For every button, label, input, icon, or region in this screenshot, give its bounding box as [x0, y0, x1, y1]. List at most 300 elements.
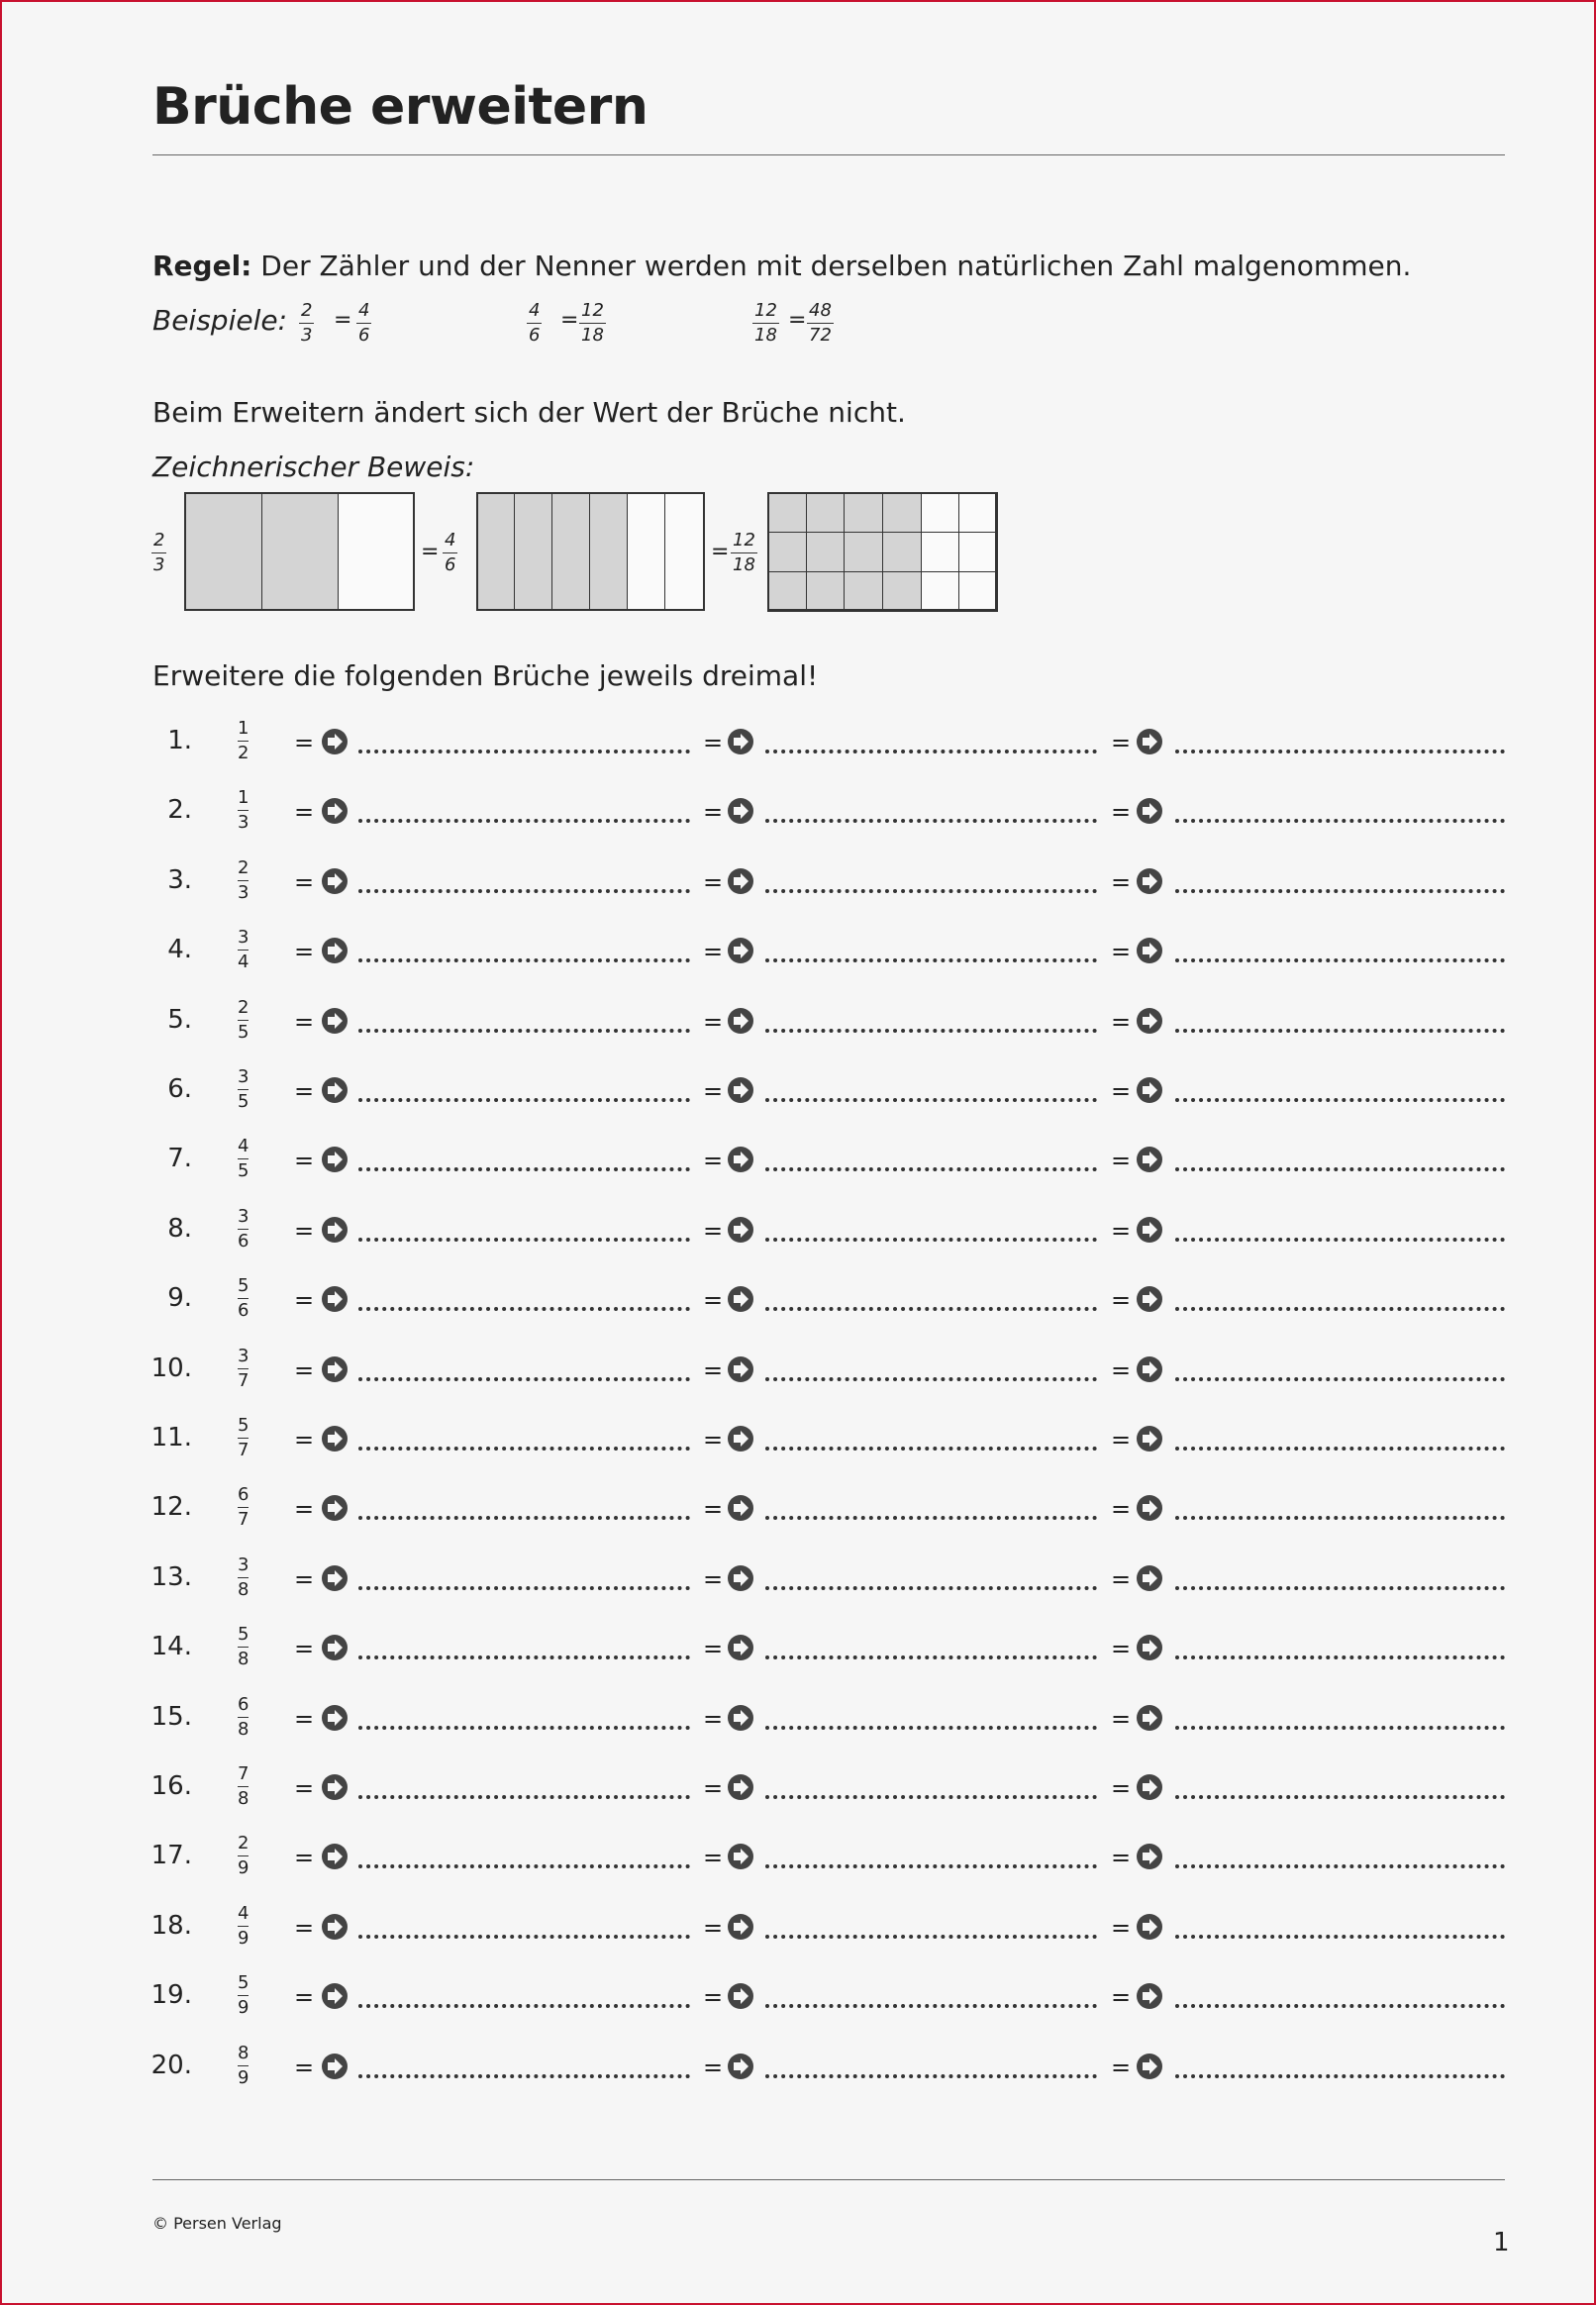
- exercise-number: 6.: [167, 1074, 192, 1104]
- exercise-fraction: [238, 789, 249, 832]
- equals-sign: =: [294, 1774, 315, 1802]
- answer-blank-3[interactable]: [1175, 819, 1505, 823]
- numerator: 5: [238, 1415, 249, 1436]
- example-3-from: [752, 302, 779, 345]
- example-1-equals: =: [334, 308, 352, 333]
- answer-blank-2[interactable]: [765, 1586, 1097, 1590]
- answer-blank-1[interactable]: [358, 1098, 690, 1102]
- exercise-fraction: [238, 1486, 249, 1529]
- example-3-to: [807, 302, 834, 345]
- example-2-to: [579, 302, 606, 345]
- answer-blank-2[interactable]: [765, 1795, 1097, 1799]
- arrow-right-circle-icon: [1136, 867, 1163, 895]
- equals-sign: =: [294, 1913, 315, 1942]
- exercise-fraction: [238, 720, 249, 762]
- equals-sign: =: [1111, 1077, 1132, 1105]
- answer-blank-3[interactable]: [1175, 1238, 1505, 1242]
- arrow-right-circle-icon: [321, 1216, 349, 1244]
- equals-sign: =: [1111, 1983, 1132, 2012]
- denominator: 72: [809, 325, 832, 346]
- arrow-right-circle-icon: [727, 1913, 754, 1941]
- equals-sign: =: [1111, 1844, 1132, 1872]
- arrow-right-circle-icon: [727, 1076, 754, 1104]
- equals-sign: =: [703, 1774, 724, 1802]
- denominator: 8: [238, 1649, 249, 1670]
- arrow-right-circle-icon: [321, 1425, 349, 1453]
- numerator: 2: [238, 1833, 249, 1854]
- denominator: 18: [581, 325, 604, 346]
- numerator: 4: [529, 300, 541, 321]
- exercise-fraction: [238, 929, 249, 971]
- answer-blank-1[interactable]: [358, 2004, 690, 2008]
- arrow-right-circle-icon: [727, 1773, 754, 1801]
- equals-sign: =: [1111, 1286, 1132, 1315]
- exercise-number: 13.: [150, 1561, 192, 1592]
- numerator: 12: [754, 300, 777, 321]
- exercise-fraction: [238, 1835, 249, 1877]
- exercise-row: [0, 1974, 1596, 2022]
- answer-blank-1[interactable]: [358, 1655, 690, 1659]
- answer-blank-1[interactable]: [358, 1935, 690, 1939]
- answer-blank-1[interactable]: [358, 2074, 690, 2078]
- arrow-right-circle-icon: [1136, 1634, 1163, 1661]
- answer-blank-1[interactable]: [358, 1726, 690, 1730]
- equals-sign: =: [703, 1495, 724, 1524]
- denominator: 6: [238, 1230, 249, 1252]
- exercise-fraction: [238, 1626, 249, 1668]
- exercise-fraction: [238, 1553, 249, 1600]
- answer-blank-3[interactable]: [1175, 1167, 1505, 1171]
- arrow-right-circle-icon: [1136, 1076, 1163, 1104]
- arrow-right-circle-icon: [321, 1913, 349, 1941]
- denominator: 3: [301, 325, 313, 346]
- thirds-outline: [184, 492, 415, 611]
- arrow-right-circle-icon: [321, 1007, 349, 1035]
- denominator: 3: [238, 812, 249, 834]
- exercise-number: 14.: [150, 1632, 192, 1662]
- exercise-number: 17.: [150, 1841, 192, 1871]
- equals-sign: =: [294, 1216, 315, 1245]
- proof-fraction-3: [731, 532, 757, 574]
- equals-sign: =: [1111, 729, 1132, 756]
- arrow-right-circle-icon: [321, 1355, 349, 1383]
- arrow-right-circle-icon: [727, 1146, 754, 1173]
- equals-sign: =: [703, 1983, 724, 2012]
- arrow-right-circle-icon: [727, 728, 754, 755]
- exercise-row: [0, 996, 1596, 1047]
- arrow-right-circle-icon: [1136, 1355, 1163, 1383]
- exercise-number: 11.: [150, 1423, 192, 1453]
- arrow-right-circle-icon: [321, 1076, 349, 1104]
- exercise-fraction: [238, 1345, 249, 1391]
- answer-blank-2[interactable]: [765, 1377, 1097, 1381]
- exercise-row: [0, 1835, 1596, 1882]
- denominator: 7: [238, 1440, 249, 1460]
- arrow-right-circle-icon: [1136, 728, 1163, 755]
- equals-sign: =: [703, 729, 724, 756]
- answer-blank-2[interactable]: [765, 1935, 1097, 1939]
- answer-blank-2[interactable]: [765, 1098, 1097, 1102]
- answer-blank-2[interactable]: [765, 1516, 1097, 1520]
- numerator: 2: [238, 856, 249, 878]
- equals-sign: =: [1111, 798, 1132, 827]
- answer-blank-2[interactable]: [765, 2004, 1097, 2008]
- arrow-right-circle-icon: [727, 1425, 754, 1453]
- statement-text: Beim Erweitern ändert sich der Wert der Brüche nicht.: [152, 396, 906, 429]
- answer-blank-1[interactable]: [358, 1238, 690, 1242]
- page-title: Brüche erweitern: [152, 77, 648, 137]
- denominator: 5: [238, 1160, 249, 1182]
- numerator: 3: [238, 1553, 249, 1575]
- equals-sign: =: [294, 867, 315, 896]
- answer-blank-3[interactable]: [1175, 1029, 1505, 1033]
- exercise-row: [0, 1693, 1596, 1744]
- exercise-row: [0, 1553, 1596, 1604]
- denominator: 8: [238, 1578, 249, 1600]
- exercise-row: [0, 1626, 1596, 1673]
- exercise-number: 8.: [167, 1213, 192, 1244]
- exercise-fraction: [238, 1417, 249, 1459]
- exercise-number: 12.: [150, 1492, 192, 1523]
- denominator: 8: [238, 1788, 249, 1809]
- numerator: 1: [238, 718, 249, 739]
- answer-blank-3[interactable]: [1175, 958, 1505, 962]
- exercise-row: [0, 929, 1596, 976]
- arrow-right-circle-icon: [727, 937, 754, 964]
- answer-blank-2[interactable]: [765, 1238, 1097, 1242]
- numerator: 3: [238, 1066, 249, 1087]
- equals-sign: =: [703, 1704, 724, 1733]
- equals-sign: =: [294, 938, 315, 966]
- numerator: 1: [238, 787, 249, 809]
- copyright-text: © Persen Verlag: [152, 2214, 282, 2233]
- equals-sign: =: [1111, 1774, 1132, 1802]
- numerator: 8: [238, 2042, 249, 2063]
- denominator: 6: [529, 325, 541, 346]
- arrow-right-circle-icon: [727, 1843, 754, 1870]
- numerator: 5: [238, 1624, 249, 1646]
- answer-blank-1[interactable]: [358, 958, 690, 962]
- exercise-fraction: [238, 1693, 249, 1740]
- arrow-right-circle-icon: [1136, 1843, 1163, 1870]
- exercise-number: 16.: [150, 1771, 192, 1801]
- exercise-row: [0, 1765, 1596, 1813]
- exercise-number: 19.: [150, 1980, 192, 2011]
- equals-sign: =: [703, 2053, 724, 2081]
- answer-blank-2[interactable]: [765, 1307, 1097, 1311]
- arrow-right-circle-icon: [727, 1564, 754, 1592]
- answer-blank-2[interactable]: [765, 1864, 1097, 1868]
- numerator: 2: [153, 530, 165, 551]
- numerator: 3: [238, 927, 249, 949]
- arrow-right-circle-icon: [1136, 1425, 1163, 1453]
- numerator: 6: [238, 1693, 249, 1715]
- equals-sign: =: [703, 1286, 724, 1315]
- example-3-equals: =: [788, 308, 807, 333]
- answer-blank-2[interactable]: [765, 819, 1097, 823]
- answer-blank-1[interactable]: [358, 1516, 690, 1520]
- exercise-number: 10.: [150, 1353, 192, 1383]
- numerator: 4: [358, 300, 370, 321]
- denominator: 5: [238, 1091, 249, 1112]
- arrow-right-circle-icon: [1136, 1564, 1163, 1592]
- equals-sign: =: [703, 1147, 724, 1175]
- denominator: 3: [238, 881, 249, 903]
- page-number: 1: [1493, 2228, 1510, 2257]
- equals-sign: =: [1111, 938, 1132, 966]
- task-instruction: Erweitere die folgenden Brüche jeweils dreimal!: [152, 659, 819, 692]
- answer-blank-3[interactable]: [1175, 1726, 1505, 1730]
- equals-sign: =: [703, 867, 724, 896]
- equals-sign: =: [703, 1216, 724, 1245]
- arrow-right-circle-icon: [727, 2053, 754, 2080]
- denominator: 18: [754, 325, 777, 346]
- numerator: 3: [238, 1205, 249, 1227]
- answer-blank-1[interactable]: [358, 1795, 690, 1799]
- answer-blank-2[interactable]: [765, 1167, 1097, 1171]
- arrow-right-circle-icon: [727, 1216, 754, 1244]
- proof-equals-1: =: [421, 540, 440, 564]
- numerator: 6: [238, 1484, 249, 1506]
- exercise-number: 15.: [150, 1701, 192, 1732]
- arrow-right-circle-icon: [1136, 1007, 1163, 1035]
- answer-blank-3[interactable]: [1175, 1098, 1505, 1102]
- denominator: 9: [238, 1997, 249, 2019]
- exercise-number: 4.: [167, 935, 192, 965]
- equals-sign: =: [703, 1077, 724, 1105]
- equals-sign: =: [703, 1564, 724, 1593]
- equals-sign: =: [1111, 2053, 1132, 2081]
- arrow-right-circle-icon: [727, 1704, 754, 1732]
- exercise-row: [0, 1345, 1596, 1395]
- denominator: 8: [238, 1718, 249, 1740]
- exercise-fraction: [238, 996, 249, 1043]
- proof-label: Zeichnerischer Beweis:: [152, 451, 475, 483]
- exercise-number: 20.: [150, 2050, 192, 2080]
- answer-blank-3[interactable]: [1175, 2004, 1505, 2008]
- exercise-row: [0, 1486, 1596, 1534]
- arrow-right-circle-icon: [727, 1982, 754, 2010]
- arrow-right-circle-icon: [1136, 797, 1163, 825]
- exercise-row: [0, 2042, 1596, 2092]
- arrow-right-circle-icon: [1136, 1773, 1163, 1801]
- example-1-from: [299, 302, 314, 345]
- answer-blank-2[interactable]: [765, 2074, 1097, 2078]
- answer-blank-1[interactable]: [358, 889, 690, 893]
- answer-blank-3[interactable]: [1175, 1377, 1505, 1381]
- answer-blank-2[interactable]: [765, 1655, 1097, 1659]
- equals-sign: =: [703, 938, 724, 966]
- numerator: 5: [238, 1972, 249, 1994]
- equals-sign: =: [703, 1426, 724, 1453]
- equals-sign: =: [1111, 1704, 1132, 1733]
- rule-text: [152, 250, 1411, 282]
- denominator: 2: [238, 743, 249, 763]
- exercise-fraction: [238, 2042, 249, 2088]
- equals-sign: =: [703, 798, 724, 827]
- equals-sign: =: [294, 1007, 315, 1036]
- footer-divider: [152, 2179, 1505, 2180]
- arrow-right-circle-icon: [1136, 1146, 1163, 1173]
- denominator: 9: [238, 2066, 249, 2088]
- arrow-right-circle-icon: [321, 1773, 349, 1801]
- exercise-fraction: [238, 1902, 249, 1949]
- arrow-right-circle-icon: [727, 1494, 754, 1522]
- arrow-right-circle-icon: [727, 1634, 754, 1661]
- numerator: 5: [238, 1275, 249, 1297]
- exercise-number: 3.: [167, 864, 192, 895]
- equals-sign: =: [294, 1635, 315, 1663]
- equals-sign: =: [1111, 867, 1132, 896]
- answer-blank-2[interactable]: [765, 1029, 1097, 1033]
- numerator: 12: [733, 530, 755, 551]
- answer-blank-1[interactable]: [358, 1377, 690, 1381]
- answer-blank-1[interactable]: [358, 1307, 690, 1311]
- equals-sign: =: [294, 729, 315, 756]
- exercise-fraction: [238, 1765, 249, 1808]
- arrow-right-circle-icon: [727, 1007, 754, 1035]
- answer-blank-3[interactable]: [1175, 1655, 1505, 1659]
- equals-sign: =: [703, 1635, 724, 1663]
- exercise-fraction: [238, 1068, 249, 1111]
- arrow-right-circle-icon: [1136, 1216, 1163, 1244]
- answer-blank-1[interactable]: [358, 1864, 690, 1868]
- answer-blank-3[interactable]: [1175, 1864, 1505, 1868]
- answer-blank-2[interactable]: [765, 1447, 1097, 1451]
- arrow-right-circle-icon: [321, 1982, 349, 2010]
- arrow-right-circle-icon: [321, 1704, 349, 1732]
- equals-sign: =: [1111, 1147, 1132, 1175]
- exercise-row: [0, 1277, 1596, 1325]
- answer-blank-2[interactable]: [765, 958, 1097, 962]
- sixths-outline: [476, 492, 705, 611]
- answer-blank-2[interactable]: [765, 1726, 1097, 1730]
- equals-sign: =: [1111, 1913, 1132, 1942]
- answer-blank-1[interactable]: [358, 1167, 690, 1171]
- answer-blank-3[interactable]: [1175, 1447, 1505, 1451]
- numerator: 48: [809, 300, 832, 321]
- equals-sign: =: [1111, 1355, 1132, 1384]
- answer-blank-3[interactable]: [1175, 1795, 1505, 1799]
- denominator: 9: [238, 1927, 249, 1949]
- proof-equals-2: =: [711, 540, 730, 564]
- exercise-fraction: [238, 1205, 249, 1252]
- numerator: 4: [445, 530, 456, 551]
- equals-sign: =: [1111, 1635, 1132, 1663]
- title-divider: [152, 154, 1505, 155]
- exercise-number: 5.: [167, 1004, 192, 1035]
- exercise-row: [0, 1068, 1596, 1116]
- answer-blank-3[interactable]: [1175, 750, 1505, 753]
- exercise-fraction: [238, 856, 249, 903]
- rule-label: Regel:: [152, 250, 252, 282]
- equals-sign: =: [294, 1147, 315, 1175]
- answer-blank-3[interactable]: [1175, 1935, 1505, 1939]
- numerator: 4: [238, 1902, 249, 1924]
- answer-blank-1[interactable]: [358, 1029, 690, 1033]
- arrow-right-circle-icon: [321, 937, 349, 964]
- arrow-right-circle-icon: [321, 1285, 349, 1313]
- answer-blank-2[interactable]: [765, 889, 1097, 893]
- denominator: 5: [238, 1021, 249, 1043]
- answer-blank-1[interactable]: [358, 1586, 690, 1590]
- arrow-right-circle-icon: [1136, 937, 1163, 964]
- equals-sign: =: [294, 1564, 315, 1593]
- exercise-row: [0, 856, 1596, 907]
- exercise-number: 9.: [167, 1283, 192, 1314]
- equals-sign: =: [1111, 1007, 1132, 1036]
- answer-blank-1[interactable]: [358, 1447, 690, 1451]
- equals-sign: =: [294, 2053, 315, 2081]
- equals-sign: =: [1111, 1495, 1132, 1524]
- equals-sign: =: [703, 1007, 724, 1036]
- exercise-fraction: [238, 1974, 249, 2017]
- exercise-row: [0, 1138, 1596, 1185]
- equals-sign: =: [294, 798, 315, 827]
- examples-label: Beispiele:: [152, 304, 288, 337]
- answer-blank-3[interactable]: [1175, 1586, 1505, 1590]
- exercise-row: [0, 1205, 1596, 1255]
- denominator: 3: [153, 554, 165, 575]
- rule-body: Der Zähler und der Nenner werden mit derselben natürlichen Zahl malgenommen.: [251, 250, 1412, 282]
- example-2-from: [527, 302, 542, 345]
- arrow-right-circle-icon: [1136, 1494, 1163, 1522]
- exercise-fraction: [238, 1277, 249, 1320]
- exercise-row: [0, 720, 1596, 767]
- answer-blank-3[interactable]: [1175, 2074, 1505, 2078]
- equals-sign: =: [703, 1913, 724, 1942]
- denominator: 7: [238, 1509, 249, 1531]
- arrow-right-circle-icon: [321, 1564, 349, 1592]
- answer-blank-2[interactable]: [765, 750, 1097, 753]
- arrow-right-circle-icon: [321, 1146, 349, 1173]
- arrow-right-circle-icon: [321, 1634, 349, 1661]
- answer-blank-3[interactable]: [1175, 1307, 1505, 1311]
- answer-blank-1[interactable]: [358, 750, 690, 753]
- arrow-right-circle-icon: [1136, 1982, 1163, 2010]
- example-1-to: [356, 302, 371, 345]
- equals-sign: =: [294, 1704, 315, 1733]
- equals-sign: =: [294, 1426, 315, 1453]
- arrow-right-circle-icon: [1136, 1913, 1163, 1941]
- equals-sign: =: [294, 1983, 315, 2012]
- denominator: 9: [238, 1857, 249, 1879]
- exercise-number: 2.: [167, 795, 192, 826]
- answer-blank-3[interactable]: [1175, 889, 1505, 893]
- equals-sign: =: [1111, 1216, 1132, 1245]
- exercise-row: [0, 789, 1596, 837]
- answer-blank-1[interactable]: [358, 819, 690, 823]
- equals-sign: =: [294, 1286, 315, 1315]
- arrow-right-circle-icon: [321, 1843, 349, 1870]
- equals-sign: =: [1111, 1564, 1132, 1593]
- example-2-equals: =: [560, 308, 579, 333]
- exercise-number: 1.: [167, 726, 192, 755]
- equals-sign: =: [294, 1355, 315, 1384]
- arrow-right-circle-icon: [321, 1494, 349, 1522]
- numerator: 4: [238, 1136, 249, 1157]
- exercise-fraction: [238, 1138, 249, 1180]
- proof-fraction-1: [151, 532, 166, 574]
- denominator: 7: [238, 1369, 249, 1391]
- arrow-right-circle-icon: [727, 1355, 754, 1383]
- equals-sign: =: [703, 1844, 724, 1872]
- equals-sign: =: [294, 1844, 315, 1872]
- denominator: 4: [238, 952, 249, 973]
- arrow-right-circle-icon: [321, 867, 349, 895]
- answer-blank-3[interactable]: [1175, 1516, 1505, 1520]
- equals-sign: =: [294, 1495, 315, 1524]
